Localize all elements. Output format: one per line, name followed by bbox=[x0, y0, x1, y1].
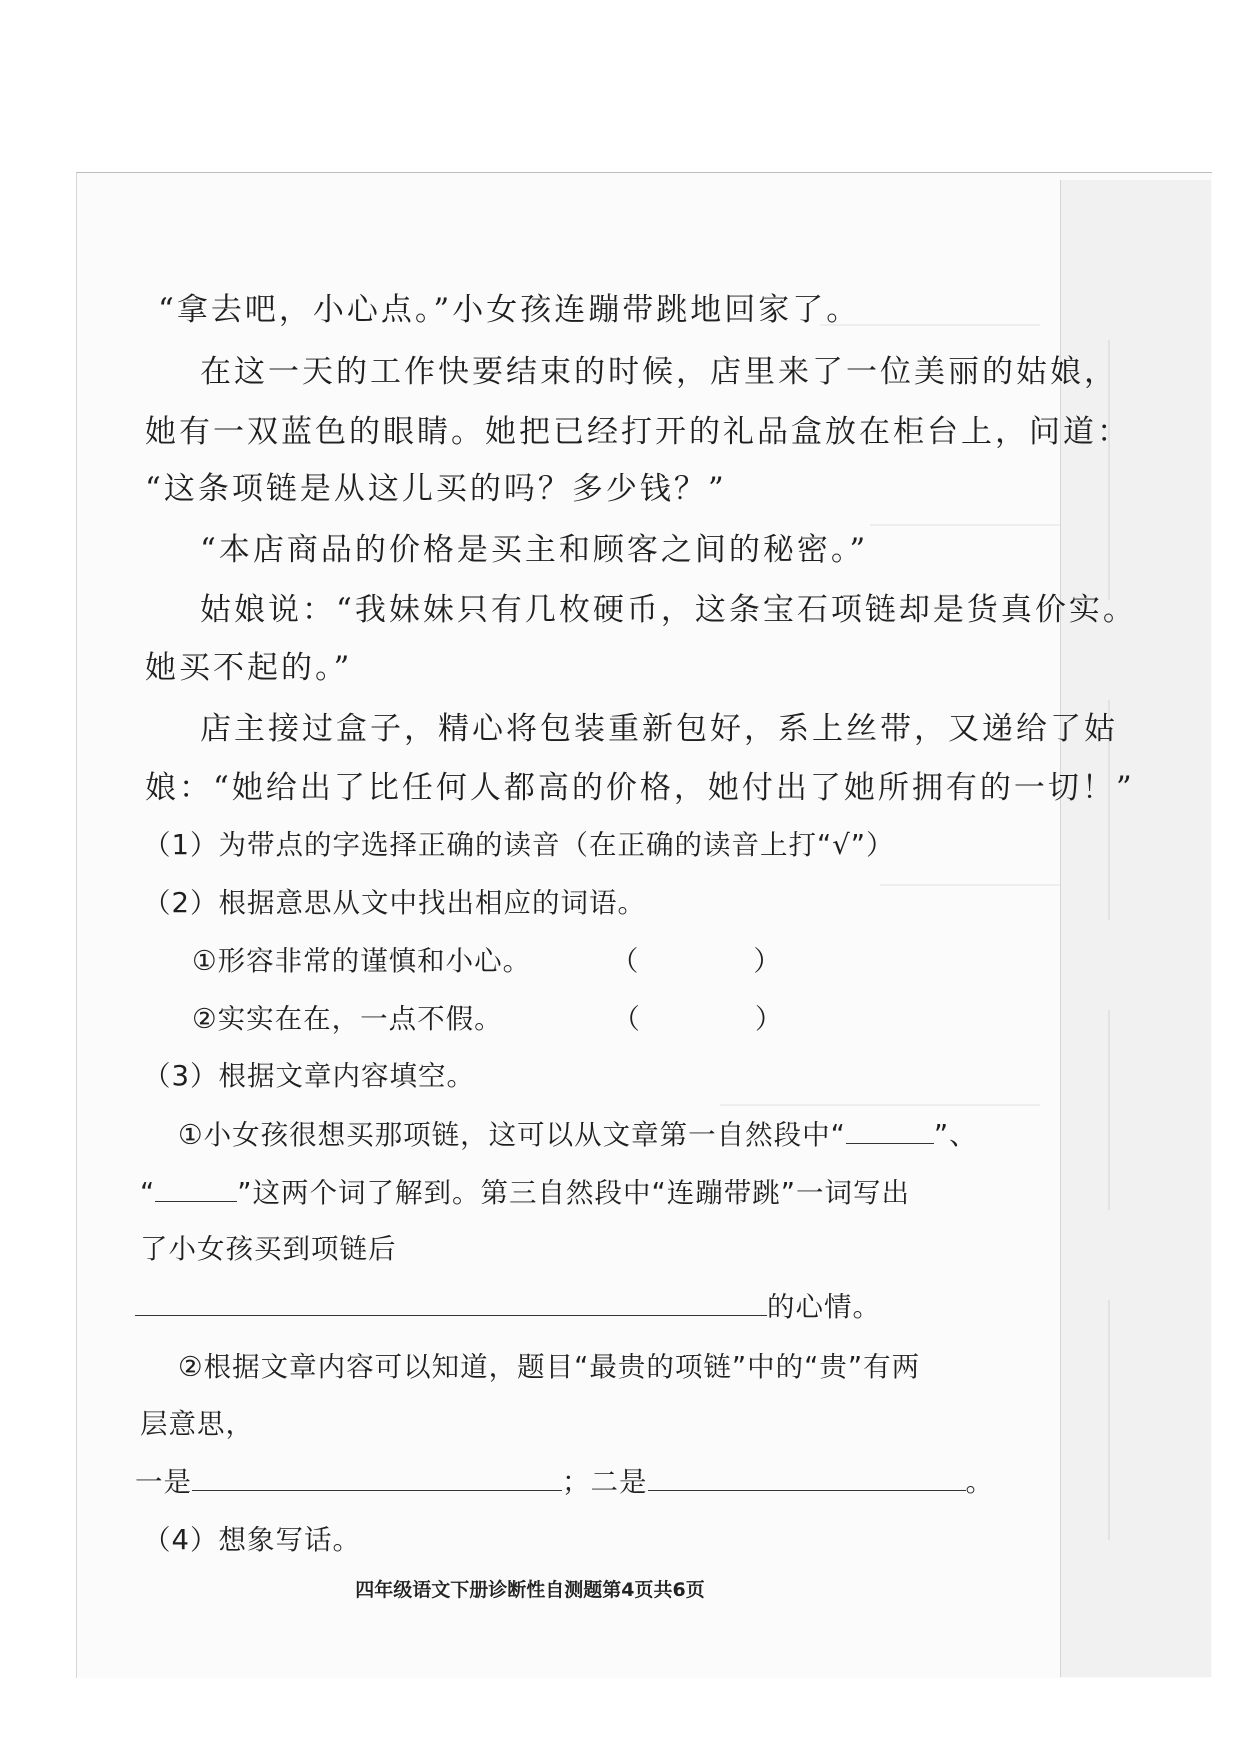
question-3-part-2-text: 。 bbox=[965, 1466, 994, 1498]
question-3-part-1-line-4 bbox=[135, 1284, 881, 1324]
answer-blank-feeling[interactable] bbox=[135, 1287, 767, 1316]
question-3-part-1-text: 的心情。 bbox=[767, 1291, 881, 1323]
question-3-part-2-text: 一是 bbox=[135, 1466, 192, 1498]
passage-paragraph-5-line-2: 娘：“她给出了比任何人都高的价格，她付出了她所拥有的一切！” bbox=[145, 770, 1135, 806]
passage-paragraph-3: “本店商品的价格是买主和顾客之间的秘密。” bbox=[200, 532, 869, 568]
passage-paragraph-2-line-3: “这条项链是从这儿买的吗？多少钱？” bbox=[145, 471, 727, 507]
question-3-part-1-line-2 bbox=[140, 1170, 910, 1210]
question-3-part-2-line-1: ②根据文章内容可以知道，题目“最贵的项链”中的“贵”有两 bbox=[178, 1351, 921, 1383]
question-3-part-1-text: ①小女孩很想买那项链，这可以从文章第一自然段中“ bbox=[178, 1119, 846, 1151]
answer-blank-word-2[interactable] bbox=[155, 1173, 237, 1202]
answer-blank-meaning-2[interactable] bbox=[648, 1462, 966, 1491]
question-2-item-a-text: ①形容非常的谨慎和小心。 bbox=[192, 945, 532, 977]
question-3-part-2-line-2: 层意思， bbox=[140, 1408, 254, 1440]
question-3-part-2-text: ；二是 bbox=[562, 1466, 648, 1498]
question-2-item-a bbox=[192, 938, 782, 978]
question-2: （2）根据意思从文中找出相应的词语。 bbox=[143, 887, 646, 919]
question-4: （4）想象写话。 bbox=[143, 1524, 361, 1556]
question-2-item-b bbox=[192, 996, 783, 1036]
passage-paragraph-2-line-2: 她有一双蓝色的眼睛。她把已经打开的礼品盒放在柜台上，问道： bbox=[145, 414, 1131, 450]
question-1: （1）为带点的字选择正确的读音（在正确的读音上打“√”） bbox=[143, 829, 895, 861]
question-2-item-b-answer-paren[interactable]: （ ） bbox=[612, 1003, 784, 1035]
question-3: （3）根据文章内容填空。 bbox=[143, 1060, 475, 1092]
question-3-part-2-line-3 bbox=[135, 1459, 994, 1499]
question-2-item-b-text: ②实实在在，一点不假。 bbox=[192, 1003, 503, 1035]
question-3-part-1-line-3: 了小女孩买到项链后 bbox=[140, 1233, 397, 1265]
question-3-part-1-text: ”、 bbox=[933, 1119, 978, 1151]
question-3-part-1-text: ”这两个词了解到。第三自然段中“连蹦带跳”一词写出 bbox=[237, 1177, 910, 1209]
answer-blank-meaning-1[interactable] bbox=[192, 1462, 562, 1491]
passage-paragraph-4-line-2: 她买不起的。” bbox=[145, 650, 353, 686]
question-2-item-a-answer-paren[interactable]: （ ） bbox=[610, 945, 782, 977]
answer-blank-word-1[interactable] bbox=[846, 1115, 934, 1144]
passage-paragraph-5-line-1: 店主接过盒子，精心将包装重新包好，系上丝带，又递给了姑 bbox=[200, 711, 1118, 747]
passage-paragraph-1: “拿去吧，小心点。”小女孩连蹦带跳地回家了。 bbox=[158, 292, 861, 328]
passage-paragraph-4-line-1: 姑娘说：“我妹妹只有几枚硬币，这条宝石项链却是货真价实。 bbox=[200, 592, 1137, 628]
passage-paragraph-2-line-1: 在这一天的工作快要结束的时候，店里来了一位美丽的姑娘， bbox=[200, 354, 1118, 390]
page-footer: 四年级语文下册诊断性自测题第4页共6页 bbox=[355, 1579, 705, 1601]
question-3-part-1-text: “ bbox=[140, 1177, 156, 1209]
question-3-part-1-line-1 bbox=[178, 1112, 978, 1152]
